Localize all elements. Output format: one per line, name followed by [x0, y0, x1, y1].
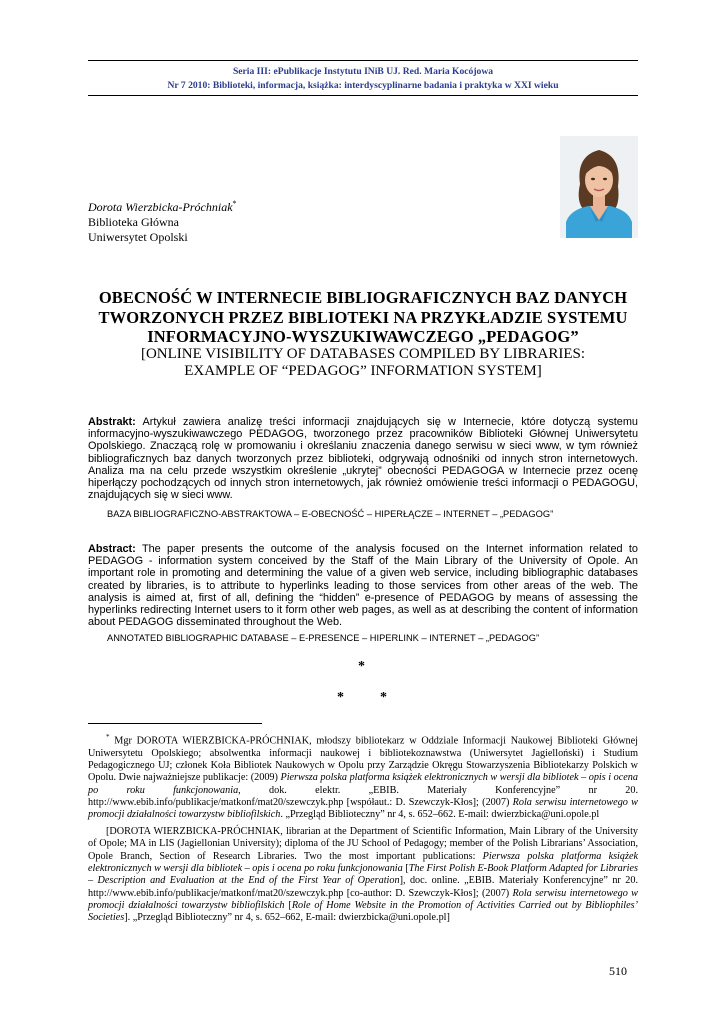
author-photo [560, 136, 638, 238]
footnote-english-part-1: [DOROTA WIERZBICKA-PRÓCHNIAK, librarian at the Department of Scientific Information, Main Library of the University of Opole; MA in LIS (Jagiellonian University); diploma of the JU School of Pedagogy; member of the Polish Librarians’ Association, Opole Branch, Section of Research Libraries. Two the most important publications: [88, 826, 638, 862]
abstract-english-label: Abstract: [88, 543, 136, 555]
footnote-english-italic-4: Role of Home Website in the Promotion of Activities Carried out by Bibliophiles’ Societies [88, 900, 638, 924]
footnote-marker: * [106, 733, 110, 741]
footnote-english-part-2: [ [402, 863, 409, 875]
footnote-polish [88, 731, 638, 822]
author-portrait-image [560, 136, 638, 238]
abstract-polish-label: Abstrakt: [88, 416, 136, 428]
title-polish-line-1: OBECNOŚĆ W INTERNECIE BIBLIOGRAFICZNYCH BAZ DANYCH [98, 288, 628, 307]
footnote-rule [88, 723, 262, 724]
abstract-polish-text: Artykuł zawiera analizę treści informacji znajdujących się w Internecie, które dotyczą systemu informacyjno-wyszukiwawczego PEDAGOG, tworzonego przez pracowników Biblioteki Głównej Uniwersytetu Opolskiego. Znaczącą rolę w promowaniu i określaniu znaczenia danego serwisu w sieci www, w tym również bibliograficznych baz danych tworzonych przez biblioteki, odgrywają odnośniki od innych stron internetowych. Analiza ma na celu przede wszystkim określenie „ukrytej” obecności PEDAGOGA w Internecie przez ocenę hiperłączy pochodzących od innych stron internetowych, jak również omówienie treści informacji o PEDAGOGU, znajdujących się w sieci www. [88, 416, 638, 502]
separator-star-top: * [358, 659, 365, 674]
footnote-polish-italic-2: Rola serwisu internetowego w promocji działalności towarzystw bibliofilskich [88, 797, 638, 821]
author-affiliation-2: Uniwersytet Opolski [88, 230, 188, 244]
title-english [88, 346, 638, 380]
author-block [88, 196, 237, 245]
header-rule-top [88, 60, 638, 61]
series-header [88, 65, 638, 92]
series-header-line-1: Seria III: ePublikacje Instytutu INiB UJ. Red. Maria Kocójowa [232, 66, 494, 77]
footnote-english-part-4: [ [284, 900, 292, 912]
footnote-english-part-5: ]. „Przegląd Biblioteczny” nr 4, s. 652–662, E-mail: dwierzbicka@uni.opole.pl] [124, 912, 450, 924]
author-name-text: Dorota Wierzbicka-Próchniak [88, 200, 233, 214]
abstract-english [88, 543, 638, 628]
series-header-line-2: Nr 7 2010: Biblioteki, informacja, książka: interdyscyplinarne badania i praktyka w XXI wieku [167, 79, 559, 91]
footnote-english-italic-3: Rola serwisu internetowego w promocji działalności towarzystw bibliofilskich [88, 887, 638, 912]
separator-star-left: * [337, 690, 344, 705]
separator-star-right: * [380, 690, 387, 705]
footnote-english-italic-1: Pierwsza polska platforma książek elektronicznych w wersji dla bibliotek – opis i ocena po roku funkcjonowania [88, 850, 638, 875]
footnote-polish-part-2: , dok. elektr. „EBIB. Materiały Konferencyjne” nr 20. http://www.ebib.info/publikacje/matkonf/mat20/szewczyk.php [współaut.: D. Szewczyk-Kłos]; (2007) [88, 784, 638, 809]
footnote-polish-part-1: Mgr DOROTA WIERZBICKA-PRÓCHNIAK, młodszy bibliotekarz w Oddziale Informacji Naukowej Biblioteki Głównej Uniwersytetu Opolskiego; absolwentka informacji naukowej i bibliotekoznawstwa (Uniwersytet Jagielloński) i Studium Pedagogicznego UJ; członek Koła Bibliotek Naukowych w Opolu przy Zarządzie Okręgu Stowarzyszenia Bibliotekarzy Polskich w Opolu. Dwie najważniejsze publikacje: (2009) [88, 735, 638, 784]
footnote-english [88, 826, 638, 925]
keywords-polish: BAZA BIBLIOGRAFICZNO-ABSTRAKTOWA – E-OBECNOŚĆ – HIPERŁĄCZE – INTERNET – „PEDAGOG” [107, 509, 554, 519]
page-number: 510 [609, 964, 627, 978]
footnote-english-part-3: ], doc. online. „EBIB. Materiały Konferencyjne” nr 20. http://www.ebib.info/publikacje/matkonf/mat20/szewczyk.php [co-author: D. Szewczyk-Kłos]; (2007) [88, 875, 638, 899]
footnote-polish-italic-1: Pierwsza polska platforma książek elektronicznych w wersji dla bibliotek – opis i ocena po roku funkcjonowania [88, 772, 638, 796]
title-english-line-2: EXAMPLE OF “PEDAGOG” INFORMATION SYSTEM] [184, 363, 542, 379]
footnote-english-italic-2: The First Polish E-Book Platform Adapted for Libraries – Description and Evaluation at the End of the First Year of Operation [88, 863, 639, 887]
author-name [88, 196, 237, 215]
author-footnote-marker: * [232, 199, 237, 208]
footnote-polish-part-3: . „Przegląd Biblioteczny” nr 4, s. 652–662. E-mail: dwierzbicka@uni.opole.pl [280, 809, 600, 821]
title-polish-line-2: TWORZONYCH PRZEZ BIBLIOTEKI NA PRZYKŁADZIE SYSTEMU [98, 307, 628, 327]
title-english-line-1: [ONLINE VISIBILITY OF DATABASES COMPILED BY LIBRARIES: [140, 346, 586, 362]
author-affiliation-1: Biblioteka Główna [88, 215, 179, 229]
abstract-english-text: The paper presents the outcome of the analysis focused on the Internet information related to PEDAGOG - information system conceived by the Staff of the Main Library of the University of Opole. An important role in promoting and determining the value of a given web service, including bibliographic databases created by libraries, is to attribute to hyperlinks leading to those services from other areas of the web. The analysis is aimed at, first of all, defining the “hidden” e-presence of PEDAGOG by means of assessing the hyperlinks redirecting Internet users to it form other web pages, as well as at describing the content of information about PEDAGOG disseminated throughout the Web. [88, 543, 638, 629]
title-polish-line-3: INFORMACYJNO-WYSZUKIWAWCZEGO „PEDAGOG” [147, 327, 579, 346]
title-polish [88, 288, 638, 347]
abstract-polish [88, 416, 638, 501]
header-rule-bottom [88, 95, 638, 96]
keywords-english: ANNOTATED BIBLIOGRAPHIC DATABASE – E-PRESENCE – HIPERLINK – INTERNET – „PEDAGOG” [107, 633, 540, 643]
